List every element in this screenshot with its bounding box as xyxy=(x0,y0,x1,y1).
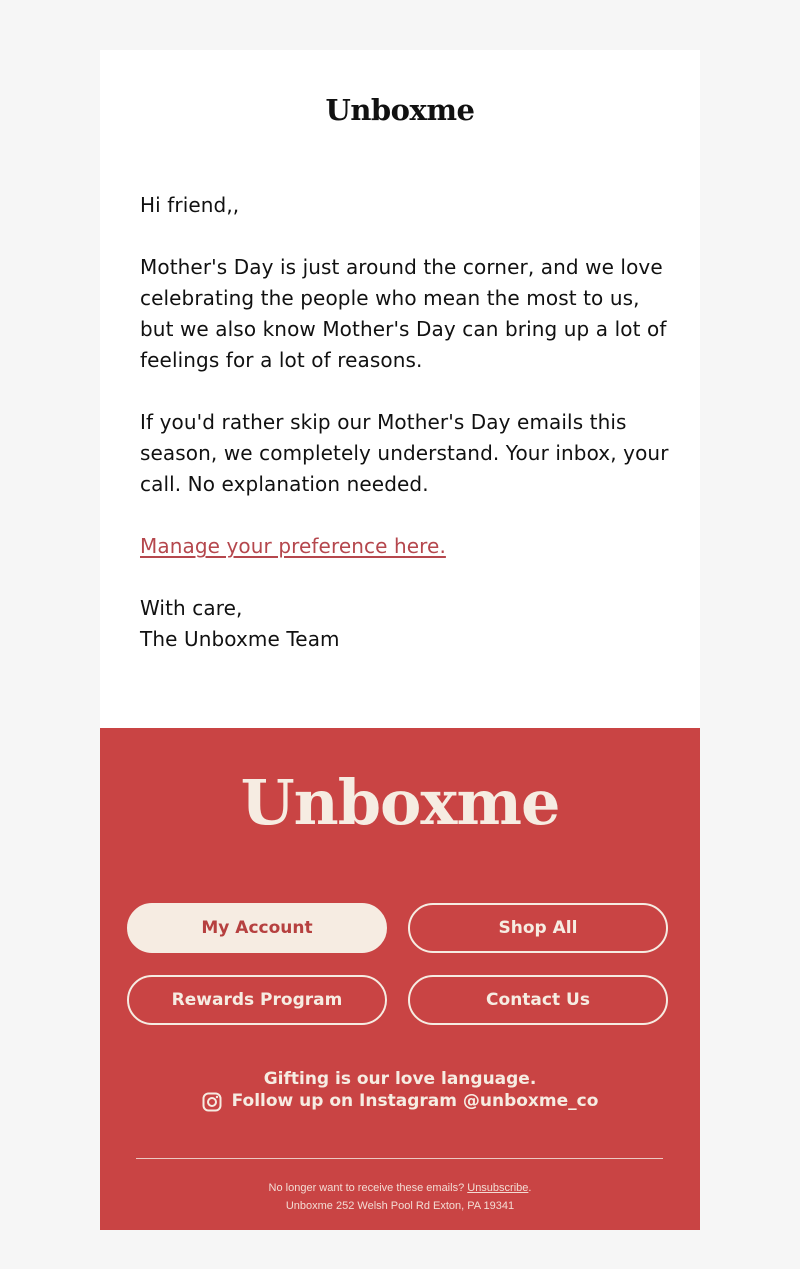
manage-preference-link[interactable]: Manage your preference here. xyxy=(140,534,446,558)
brand-logo-header[interactable]: Unboxme xyxy=(325,93,475,127)
footer-tagline: Gifting is our love language. xyxy=(263,1069,537,1089)
unsubscribe-prefix: No longer want to receive these emails? xyxy=(268,1182,468,1194)
brand-logo-footer[interactable]: Unboxme xyxy=(240,766,560,839)
email-footer xyxy=(100,728,700,1230)
paragraph-mothers-day: Mother's Day is just around the corner, and we love celebrating the people who mean the most to us, but we also know Mother's Day can bring up a lot of feelings for a lot of reasons. xyxy=(140,255,667,372)
paragraph-skip-emails: If you'd rather skip our Mother's Day emails this season, we completely understand. Your inbox, your call. No explanation needed. xyxy=(140,410,669,496)
my-account-button[interactable]: My Account xyxy=(127,903,387,953)
footer-legal xyxy=(100,1179,700,1215)
rewards-program-button[interactable]: Rewards Program xyxy=(127,975,387,1025)
instagram-row[interactable] xyxy=(100,1090,700,1113)
unsubscribe-link[interactable]: Unsubscribe xyxy=(467,1182,529,1194)
manage-preference-paragraph xyxy=(140,531,670,562)
greeting: Hi friend,, xyxy=(140,193,240,217)
company-address: Unboxme 252 Welsh Pool Rd Exton, PA 19341 xyxy=(285,1200,515,1212)
signoff-line-1: With care, xyxy=(140,596,243,620)
unsubscribe-suffix: . xyxy=(528,1182,532,1194)
signoff-line-2: The Unboxme Team xyxy=(140,627,340,651)
email-body-text xyxy=(140,190,670,655)
email-body-section xyxy=(100,50,700,728)
instagram-icon[interactable] xyxy=(202,1092,222,1112)
unsubscribe-line xyxy=(100,1179,700,1197)
instagram-link[interactable]: Follow up on Instagram @unboxme_co xyxy=(231,1091,599,1111)
shop-all-button[interactable]: Shop All xyxy=(408,903,668,953)
email-card xyxy=(100,50,700,1230)
contact-us-button[interactable]: Contact Us xyxy=(408,975,668,1025)
footer-divider xyxy=(136,1158,663,1159)
